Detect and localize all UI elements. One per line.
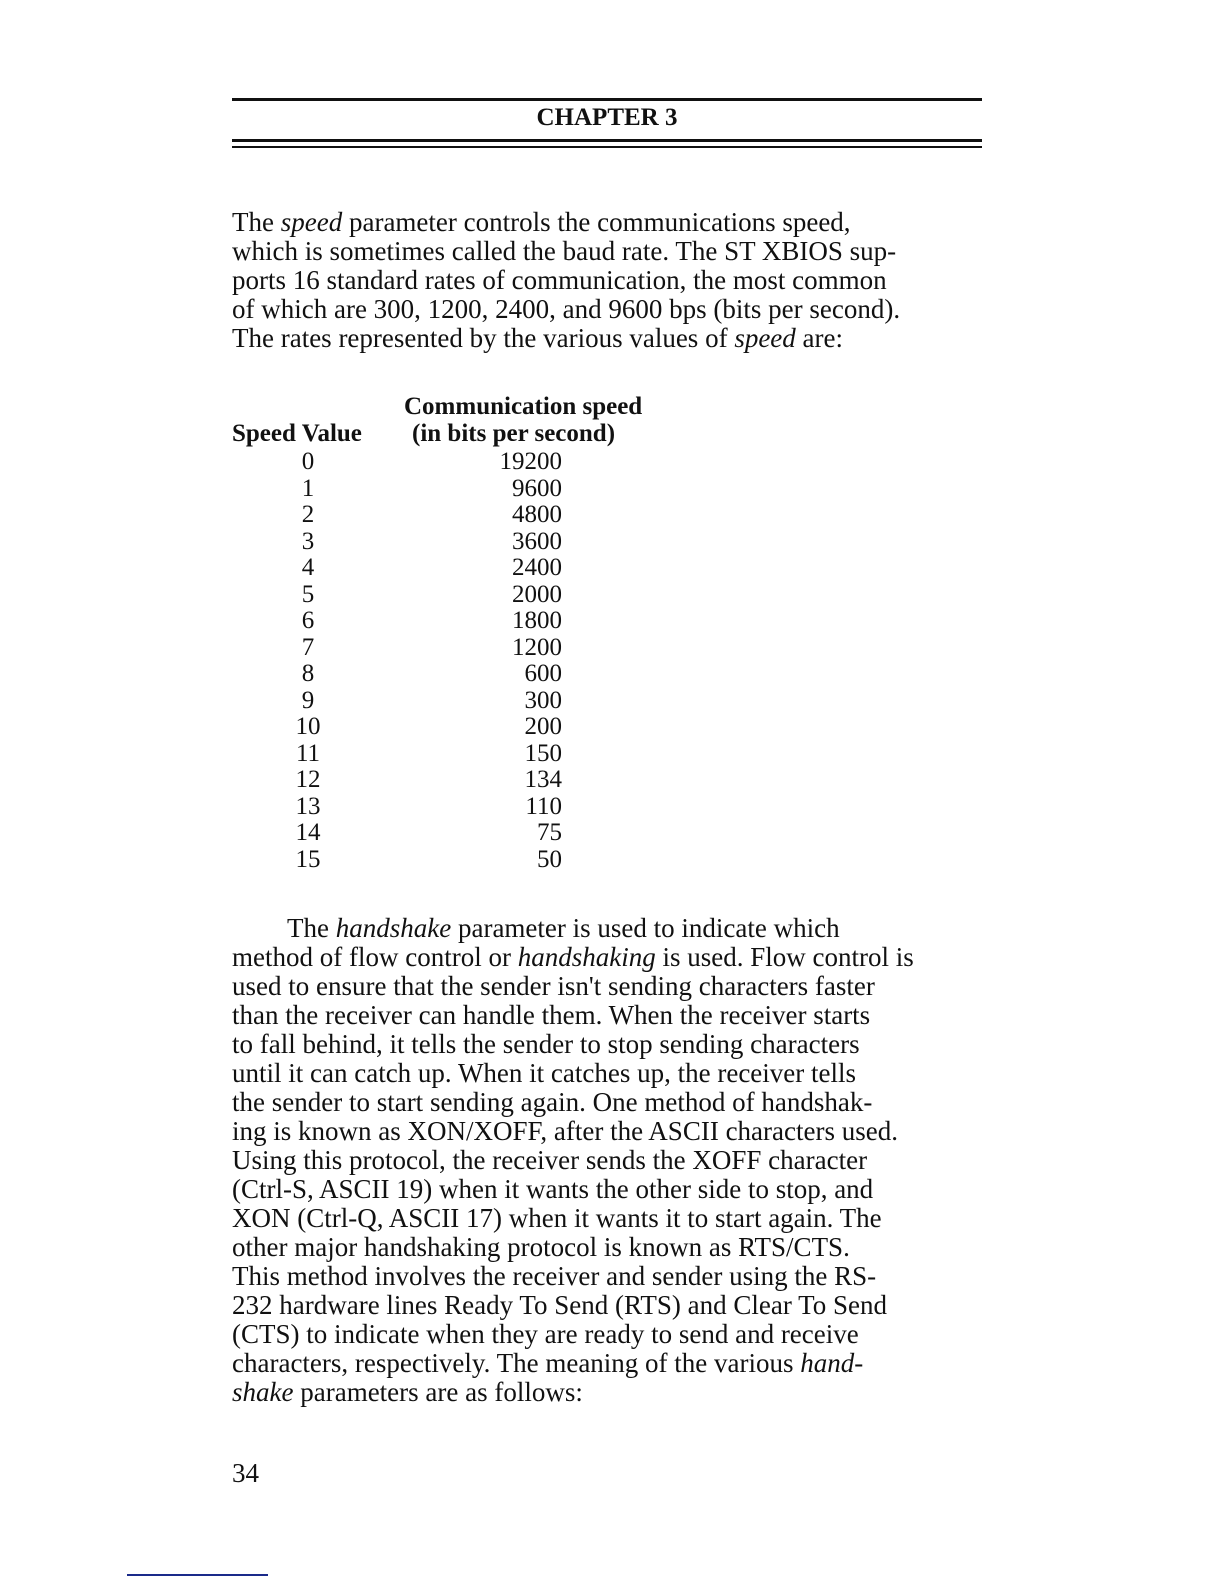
bps-cell: 600 (524, 660, 562, 687)
paragraph-line (232, 1088, 914, 1117)
paragraph-line (232, 1204, 914, 1233)
paragraph-line (232, 972, 914, 1001)
paragraph-line (232, 1059, 914, 1088)
text-run: This method involves the receiver and sender using the RS- (232, 1261, 877, 1291)
bps-cell: 150 (524, 739, 562, 767)
text-run: The (287, 913, 336, 943)
paragraph-line (232, 1320, 914, 1349)
bps-cell: 2400 (512, 554, 562, 581)
paragraph-line (232, 1291, 914, 1320)
bps-cell: 300 (524, 686, 562, 714)
text-run: Using this protocol, the receiver sends the XOFF character (232, 1145, 868, 1175)
paragraph-line (232, 295, 900, 324)
page-number: 34 (232, 1458, 259, 1488)
paragraph-line (232, 1146, 914, 1175)
text-run: 232 hardware lines Ready To Send (RTS) and Clear To Send (232, 1290, 887, 1320)
column-header-speed-line1: Communication speed (404, 393, 643, 420)
speed-value-cell: 14 (295, 819, 321, 846)
text-run: The rates represented by the various values of (232, 323, 735, 353)
text-run: The (232, 207, 281, 237)
speed-value-cell: 3 (301, 527, 315, 555)
text-run: the sender to start sending again. One method of handshak- (232, 1087, 873, 1117)
speed-value-cell: 13 (295, 792, 321, 820)
speed-value-cell: 15 (295, 845, 321, 873)
bps-cell: 50 (537, 845, 562, 873)
paragraph-line (232, 324, 900, 353)
bps-cell: 75 (537, 819, 562, 846)
paragraph-line (232, 1117, 914, 1146)
paragraph-line (232, 1262, 914, 1291)
column-header-speed-value: Speed Value (232, 420, 362, 447)
text-run: used to ensure that the sender isn't sending characters faster (232, 971, 875, 1001)
paragraph-line (232, 1001, 914, 1030)
bps-cell: 1200 (512, 633, 562, 661)
bps-cell: 2000 (512, 580, 562, 608)
italic-term: shake (232, 1377, 294, 1407)
text-run: than the receiver can handle them. When the receiver starts (232, 1000, 871, 1030)
paragraph-line (232, 237, 900, 266)
paragraph-line (232, 914, 914, 943)
speed-value-cell: 10 (295, 713, 321, 740)
speed-value-cell: 1 (301, 474, 315, 502)
paragraph-line (232, 943, 914, 972)
header-rule-double-1 (232, 139, 982, 142)
speed-value-cell: 9 (301, 686, 315, 714)
bps-cell: 4800 (512, 501, 562, 528)
paragraph-line (232, 1378, 914, 1407)
bps-cell: 200 (524, 713, 562, 740)
intro-paragraph (232, 208, 900, 353)
text-run: method of flow control or (232, 942, 518, 972)
speed-value-cell: 7 (301, 633, 315, 661)
speed-value-cell: 8 (301, 660, 315, 687)
paragraph-line (232, 208, 900, 237)
italic-term: handshake (335, 913, 452, 943)
italic-term: speed (734, 323, 796, 353)
header-rule-top (232, 98, 982, 101)
text-run: ports 16 standard rates of communication, the most common (232, 265, 887, 295)
text-run: other major handshaking protocol is known as RTS/CTS. (232, 1232, 850, 1262)
text-run: parameters are as follows: (293, 1377, 583, 1407)
column-header-speed-line2: (in bits per second) (412, 420, 616, 447)
bps-cell: 19200 (499, 448, 562, 475)
speed-value-cell: 11 (295, 739, 321, 767)
text-run: XON (Ctrl-Q, ASCII 17) when it wants it to start again. The (232, 1203, 882, 1233)
chapter-heading: CHAPTER 3 (536, 104, 678, 131)
paragraph-line (232, 1030, 914, 1059)
bps-cell: 134 (524, 766, 562, 793)
text-run: ing is known as XON/XOFF, after the ASCII characters used. (232, 1116, 898, 1146)
italic-term: hand- (800, 1348, 864, 1378)
header-rule-double-2 (232, 146, 982, 148)
text-run: (CTS) to indicate when they are ready to send and receive (232, 1319, 859, 1349)
footer-line (127, 1574, 268, 1576)
text-run: to fall behind, it tells the sender to stop sending characters (232, 1029, 860, 1059)
italic-term: speed (280, 207, 343, 237)
bps-cell: 1800 (512, 607, 562, 634)
text-run: are: (795, 323, 844, 353)
text-run: is used. Flow control is (655, 942, 914, 972)
bps-cell: 9600 (512, 474, 562, 502)
paragraph-line (232, 266, 900, 295)
text-run: which is sometimes called the baud rate. The ST XBIOS sup- (232, 236, 897, 266)
text-run: until it can catch up. When it catches up, the receiver tells (232, 1058, 857, 1088)
paragraph-line (232, 1349, 914, 1378)
italic-term: handshaking (517, 942, 656, 972)
speed-value-cell: 6 (301, 607, 315, 634)
paragraph-line (232, 1233, 914, 1262)
text-run: parameter controls the communications speed, (342, 207, 851, 237)
speed-value-cell: 2 (301, 501, 315, 528)
text-run: parameter is used to indicate which (451, 913, 840, 943)
text-run: (Ctrl-S, ASCII 19) when it wants the other side to stop, and (232, 1174, 874, 1204)
speed-value-cell: 12 (295, 766, 321, 793)
text-run: characters, respectively. The meaning of the various (232, 1348, 801, 1378)
speed-value-cell: 0 (301, 448, 315, 475)
speed-value-cell: 5 (301, 580, 315, 608)
bps-cell: 3600 (512, 527, 562, 555)
bps-cell: 110 (525, 792, 562, 820)
text-run: of which are 300, 1200, 2400, and 9600 bps (bits per second). (232, 294, 901, 324)
handshake-paragraph (232, 914, 914, 1407)
paragraph-line (232, 1175, 914, 1204)
speed-value-cell: 4 (301, 554, 315, 581)
